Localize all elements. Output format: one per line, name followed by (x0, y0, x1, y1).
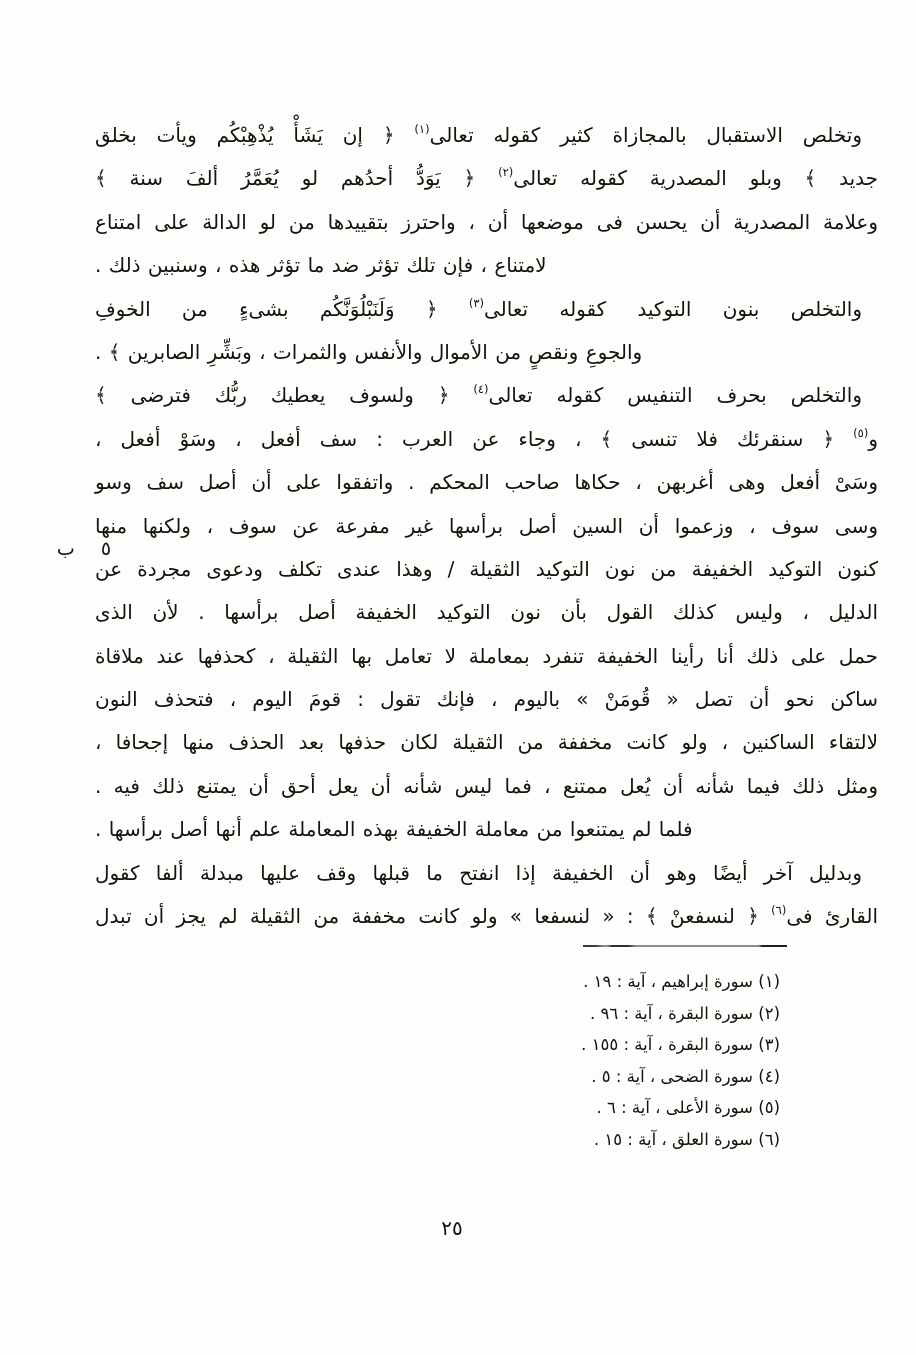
footnote-item: (٤) سورة الضحى ، آية : ٥ . (591, 1066, 780, 1086)
text-line: الدليل ، وليس كذلك القول بأن نون التوكيد الخفيفة أصل برأسها . لأن الذى (95, 600, 878, 625)
text-line: لامتناع ، فإن تلك تؤثر ضد ما تؤثر هذه ، وسنبين ذلك . (95, 253, 547, 278)
footnote-item: (٦) سورة العلق ، آية : ١٥ . (593, 1129, 780, 1149)
text-line: ومثل ذلك فيما شأنه أن يُعل ممتنع ، فما ليس شأنه أن يعل أحق أن يمتنع ذلك فيه . (95, 773, 878, 798)
footnote-item: (٢) سورة البقرة ، آية : ٩٦ . (589, 1003, 780, 1023)
text-line: والجوعِ ونقصٍ من الأموال والأنفس والثمرات ، وبَشِّرِ الصابرين ﴾ . (95, 339, 643, 364)
footnote-separator (583, 945, 787, 947)
footnotes (360, 966, 780, 1156)
text-line: ساكن نحو أن تصل « قُومَنْ » باليوم ، فإنك تقول : قومَ اليوم ، فتحذف النون (95, 687, 878, 712)
text-line: وبدليل آخر أيضًا وهو أن الخفيفة إذا انفتح ما قبلها وقف عليها مبدلة ألفا كقول (95, 860, 862, 885)
footnote-item: (٣) سورة البقرة ، آية : ١٥٥ . (581, 1035, 780, 1055)
footnote-item: (١) سورة إبراهيم ، آية : ١٩ . (583, 972, 780, 991)
folio-marker: ٥ ب (56, 538, 112, 560)
text-line: وتخلص الاستقبال بالمجازاة كثير كقوله تعالى$^{(١)}$ ﴿ إن يَشَأْ يُذْهِبْكُم ويأت بخلق (95, 122, 862, 147)
main-text (95, 114, 878, 938)
text-line: و$^{(٥)}$ ﴿ سنقرئك فلا تنسى ﴾ ، وجاء عن العرب : سف أفعل ، وسَوْ أفعل ، (95, 425, 878, 451)
text-line: القارئ فى$^{(٦)}$ ﴿ لنسفعنْ ﴾ : « لنسفعا » ولو كانت مخففة من الثقيلة لم يجز أن تبدل (95, 903, 879, 929)
text-line: والتخلص بحرف التنفيس كقوله تعالى$^{(٤)}$ ﴿ ولسوف يعطيك ربُّك فترضى ﴾ (95, 382, 862, 408)
text-line: وعلامة المصدرية أن يحسن فى موضعها أن ، واحترز بتقييدها من لو الدالة على امتناع (95, 209, 878, 234)
text-line: حمل على ذلك أنا رأينا الخفيفة تنفرد بمعاملة لا تعامل بها الثقيلة ، كحذفها عند ملاقاة (95, 643, 878, 668)
footnote-item: (٥) سورة الأعلى ، آية : ٦ . (596, 1098, 780, 1118)
text-line: لالتقاء الساكنين ، ولو كانت مخففة من الثقيلة لكان حذفها بعد الحذف منها إجحافا ، (95, 730, 878, 755)
text-line: وسَىْ أفعل وهى أغربهن ، حكاها صاحب المحكم . واتفقوا على أن أصل سف وسو (95, 470, 878, 495)
text-line: فلما لم يمتنعوا من معاملة الخفيفة بهذه المعاملة علم أنها أصل برأسها . (95, 817, 693, 842)
text-line: جديد ﴾ وبلو المصدرية كقوله تعالى$^{(٢)}$ ﴿ يَوَدُّ أحدُهم لو يُعَمَّرُ ألفَ سنة ﴾ (95, 165, 878, 191)
text-line: وسى سوف ، وزعموا أن السين أصل برأسها غير مفرعة عن سوف ، ولكنها منها (95, 513, 878, 538)
text-line: والتخلص بنون التوكيد كقوله تعالى$^{(٣)}$ ﴿ وَلَنَبْلُوَنَّكُم بشىءٍ من الخوفِ (95, 295, 863, 321)
text-line: كنون التوكيد الخفيفة من نون التوكيد الثقيلة / وهذا عندى تكلف ودعوى مجردة عن (95, 556, 878, 581)
page-number: ٢٥ (441, 1216, 463, 1240)
